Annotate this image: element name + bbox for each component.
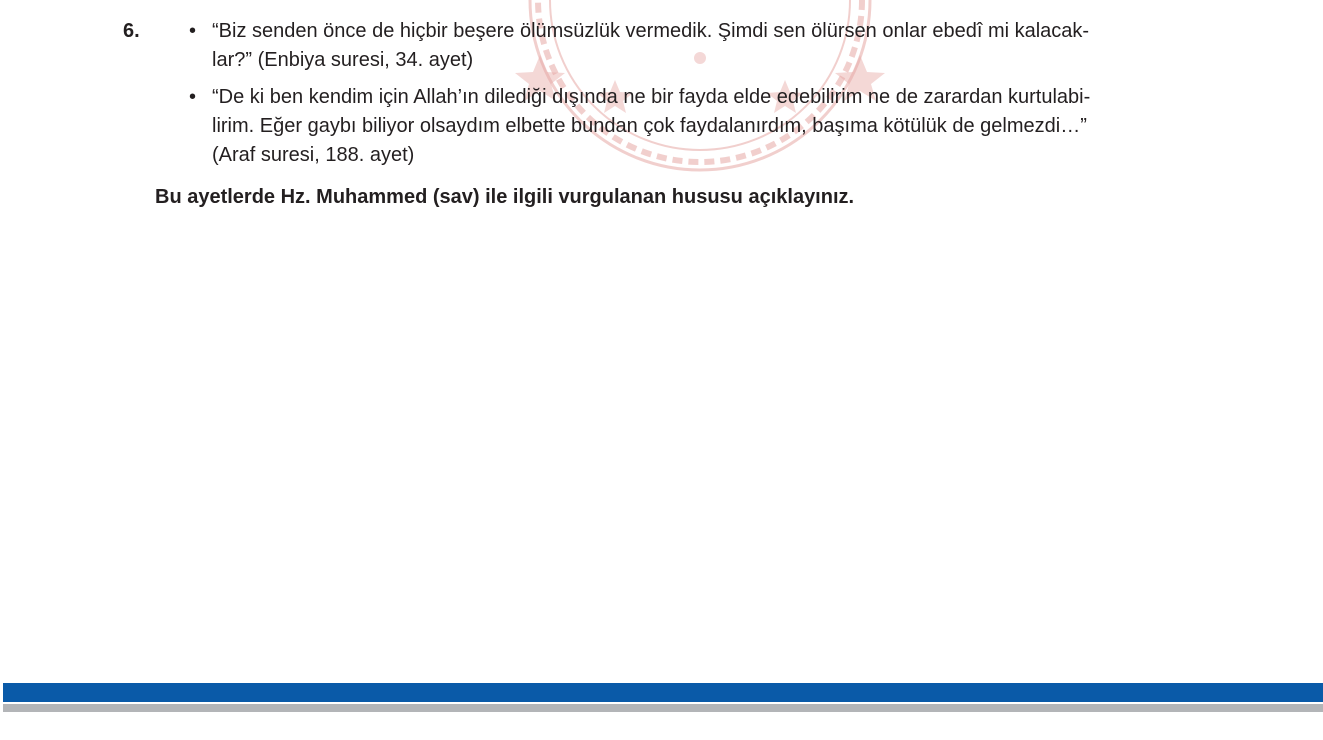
- footer-gray-bar: [3, 704, 1323, 712]
- quote-line: lirim. Eğer gaybı biliyor olsaydım elbette bundan çok faydalanırdım, başıma kötülük de gelmezdi…”: [212, 115, 1087, 137]
- quote-item: [189, 17, 1199, 75]
- question-number: 6.: [123, 20, 140, 42]
- footer-blue-bar: [3, 683, 1323, 702]
- question-prompt: Bu ayetlerde Hz. Muhammed (sav) ile ilgili vurgulanan hususu açıklayınız.: [155, 186, 855, 208]
- quote-line: “De ki ben kendim için Allah’ın dilediği dışında ne bir fayda elde edebilirim ne de zarardan kurtulabi-: [212, 86, 1091, 108]
- quote-item: [189, 83, 1199, 170]
- bullet-icon: •: [189, 86, 197, 108]
- bullet-icon: •: [189, 20, 197, 42]
- quote-list: [189, 17, 1199, 178]
- quote-line: lar?” (Enbiya suresi, 34. ayet): [212, 49, 474, 71]
- quote-line: (Araf suresi, 188. ayet): [212, 144, 415, 166]
- quote-line: “Biz senden önce de hiçbir beşere ölümsüzlük vermedik. Şimdi sen ölürsen onlar ebedî mi kalacak-: [212, 20, 1090, 42]
